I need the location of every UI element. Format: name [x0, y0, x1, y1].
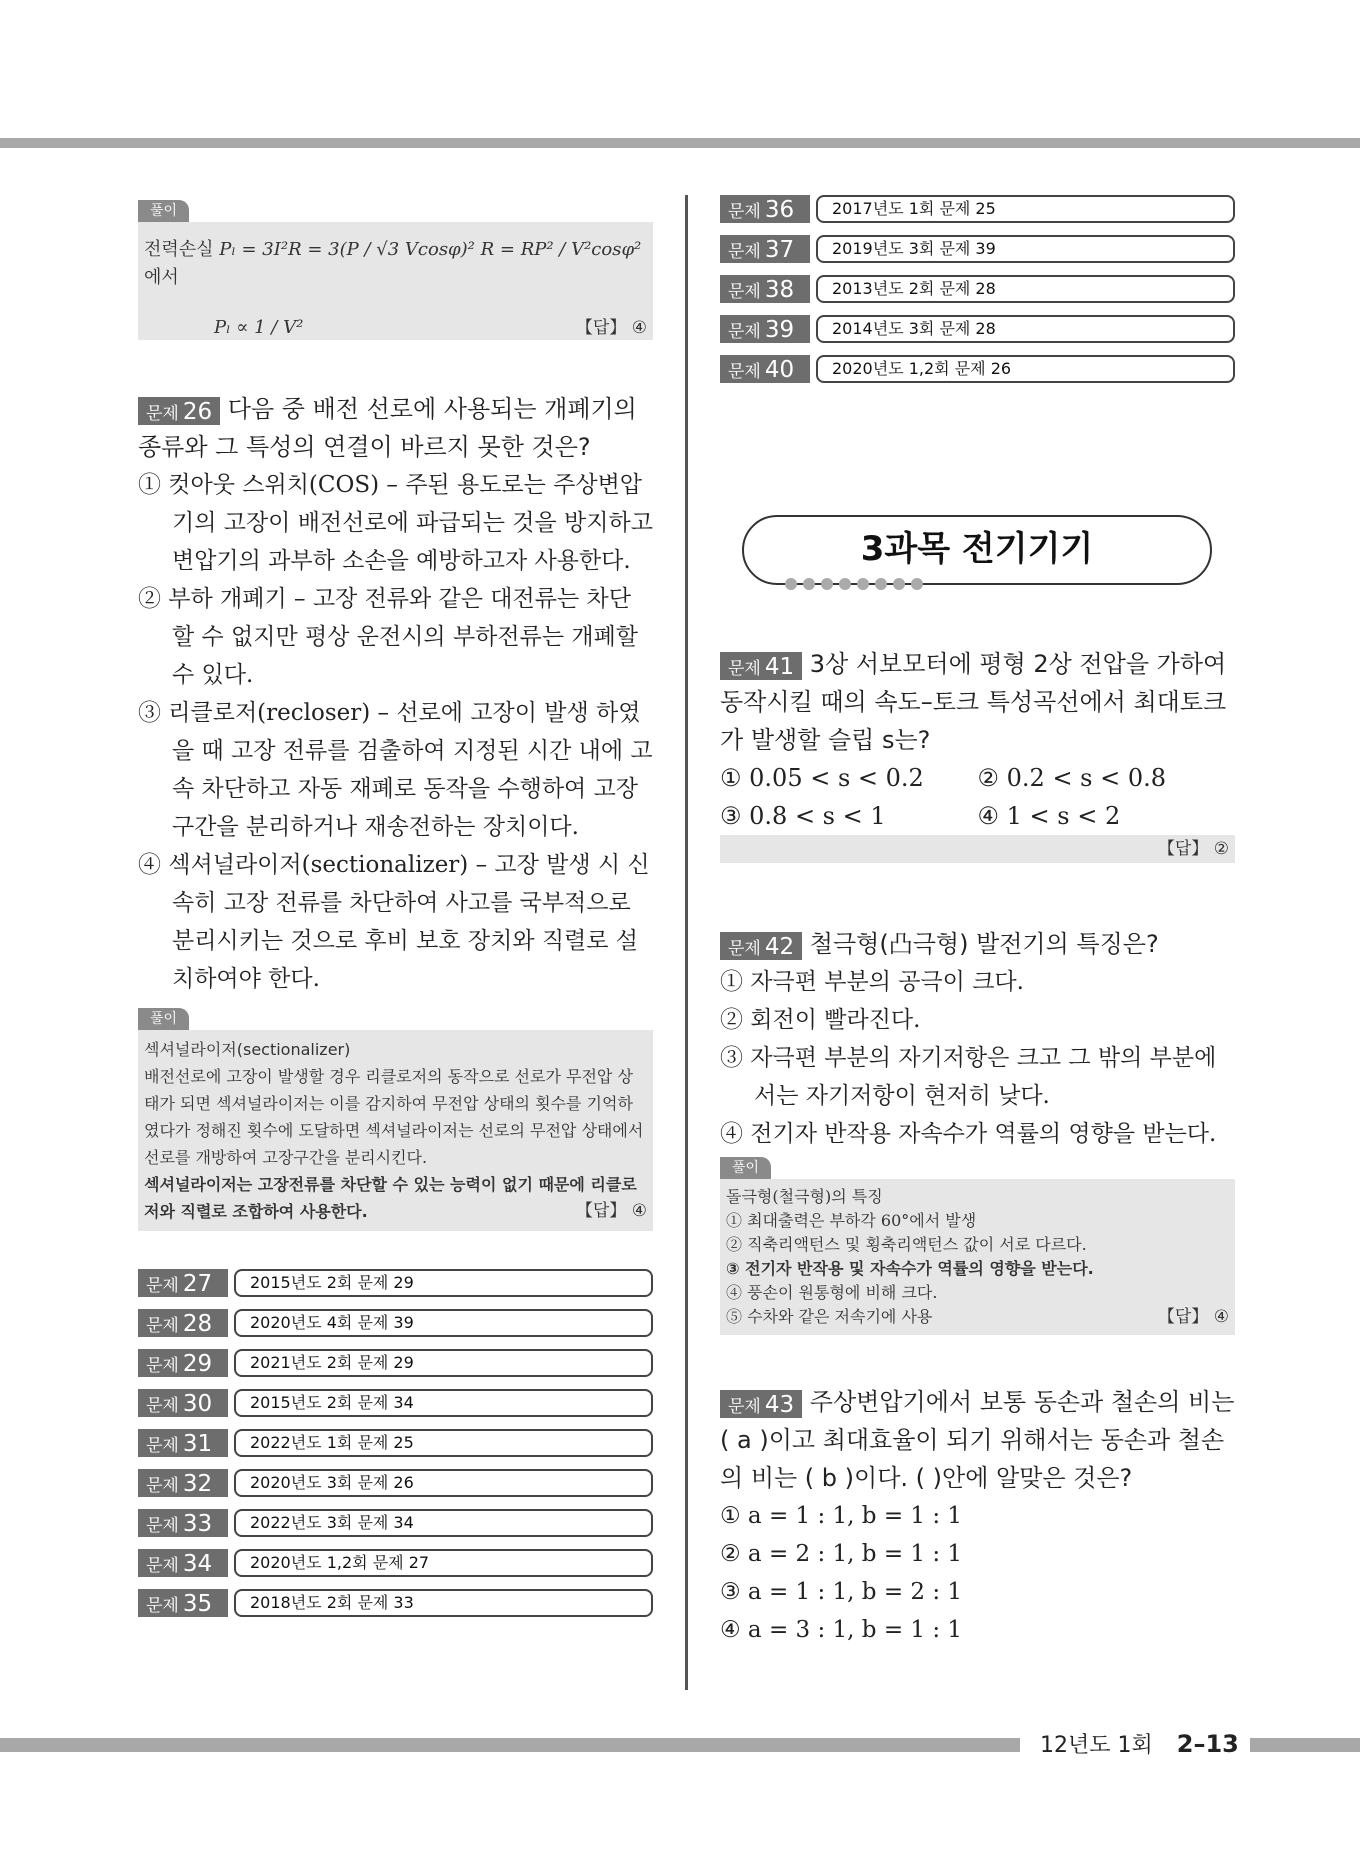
solution-bold: 섹셔널라이저는 고장전류를 차단할 수 있는 능력이 없기 때문에 리클로저와 직렬로 조합하여 사용한다.	[144, 1175, 637, 1221]
question-tag: 문제 41	[720, 652, 802, 680]
reference-text: 2017년도 1회 문제 25	[816, 195, 1235, 223]
solution-line-5: ⑤ 수차와 같은 저속기에 사용	[726, 1307, 933, 1326]
reference-list-right	[720, 195, 1235, 383]
reference-text: 2020년도 1,2회 문제 26	[816, 355, 1235, 383]
solution-body: 배전선로에 고장이 발생할 경우 리클로저의 동작으로 선로가 무전압 상태가 되면 섹셔널라이저는 이를 감지하여 무전압 상태의 횟수를 기억하였다가 정해진 횟수에 도달하면 섹셔널라이저는 선로의 무전압 상태에서 선로를 개방하여 고장구간을 분리시킨다.	[144, 1067, 644, 1167]
question-text: 철극형(凸극형) 발전기의 특징은?	[809, 930, 1159, 958]
reference-text: 2022년도 1회 문제 25	[234, 1429, 653, 1457]
solution-tab: 풀이	[138, 200, 189, 222]
question-tag: 문제 37	[720, 235, 810, 263]
option-2: ② a = 2 : 1, b = 1 : 1	[720, 1541, 963, 1567]
reference-row	[138, 1469, 653, 1497]
question-26	[138, 390, 653, 998]
column-divider	[685, 195, 688, 1690]
reference-row	[138, 1309, 653, 1337]
reference-row	[720, 315, 1235, 343]
reference-text: 2020년도 4회 문제 39	[234, 1309, 653, 1337]
question-text: 3상 서보모터에 평형 2상 전압을 가하여 동작시킬 때의 속도–토크 특성곡선에서 최대토크가 발생할 슬립 s는?	[720, 650, 1227, 754]
reference-text: 2018년도 2회 문제 33	[234, 1589, 653, 1617]
option-1: ① a = 1 : 1, b = 1 : 1	[720, 1503, 963, 1529]
question-tag: 문제 34	[138, 1549, 228, 1577]
solution-title: 섹셔널라이저(sectionalizer)	[144, 1040, 351, 1059]
reference-text: 2013년도 2회 문제 28	[816, 275, 1235, 303]
option-4: ④ 전기자 반작용 자속수가 역률의 영향을 받는다.	[720, 1121, 1217, 1147]
question-tag: 문제 32	[138, 1469, 228, 1497]
footer	[1040, 1728, 1239, 1759]
solution-25: 풀이 전력손실 Pₗ = 3I²R = 3(P / √3 Vcosφ)² R = RP² / V²cosφ² 에서 Pₗ ∝ 1 / V² 【답】 ④	[138, 200, 653, 340]
option-1: ① 자극편 부분의 공극이 크다.	[720, 969, 1024, 995]
section-banner: 3과목 전기기기	[742, 515, 1212, 585]
question-tag: 문제 36	[720, 195, 810, 223]
reference-row	[138, 1429, 653, 1457]
solution-title: 돌극형(철극형)의 특징	[726, 1187, 883, 1206]
question-tag: 문제 39	[720, 315, 810, 343]
right-column	[720, 195, 1235, 395]
answer: 【답】 ④	[575, 1201, 647, 1221]
formula-proportional: Pₗ ∝ 1 / V²	[214, 317, 304, 338]
reference-text: 2020년도 1,2회 문제 27	[234, 1549, 653, 1577]
footer-exam: 12년도 1회	[1040, 1733, 1153, 1758]
reference-text: 2021년도 2회 문제 29	[234, 1349, 653, 1377]
option-3: ③ 리클로저(recloser) – 선로에 고장이 발생 하였을 때 고장 전류를 검출하여 지정된 시간 내에 고속 차단하고 자동 재폐로 동작을 수행하여 고장 구간을 분리하거나 재송전하는 장치이다.	[138, 700, 653, 840]
solution-26	[138, 1008, 653, 1231]
question-tag: 문제 38	[720, 275, 810, 303]
question-text: 주상변압기에서 보통 동손과 철손의 비는 ( a )이고 최대효율이 되기 위해서는 동손과 철손의 비는 ( b )이다. ( )안에 알맞은 것은?	[720, 1388, 1235, 1492]
question-tag: 문제 40	[720, 355, 810, 383]
left-column	[138, 200, 653, 1629]
option-4: ④ 섹셔널라이저(sectionalizer) – 고장 발생 시 신속히 고장 전류를 차단하여 사고를 국부적으로 분리시키는 것으로 후비 보호 장치와 직렬로 설치하여야 한다.	[138, 852, 650, 992]
reference-row	[138, 1269, 653, 1297]
reference-text: 2014년도 3회 문제 28	[816, 315, 1235, 343]
solution-line-2: ② 직축리액턴스 및 횡축리액턴스 값이 서로 다르다.	[726, 1235, 1087, 1254]
reference-row	[720, 195, 1235, 223]
option-3: ③ 0.8 < s < 1	[720, 802, 886, 830]
option-3: ③ 자극편 부분의 자기저항은 크고 그 밖의 부분에서는 자기저항이 현저히 낮다.	[720, 1045, 1217, 1109]
question-tag: 문제 27	[138, 1269, 228, 1297]
reference-text: 2015년도 2회 문제 34	[234, 1389, 653, 1417]
option-2: ② 회전이 빨라진다.	[720, 1007, 921, 1033]
question-42	[720, 925, 1235, 1153]
question-tag: 문제 33	[138, 1509, 228, 1537]
question-43	[720, 1383, 1235, 1649]
answer: 【답】 ④	[575, 318, 647, 338]
reference-row	[138, 1549, 653, 1577]
option-4: ④ 1 < s < 2	[977, 802, 1121, 830]
question-tag: 문제 43	[720, 1390, 802, 1418]
right-column-questions	[720, 645, 1235, 1649]
question-text: 다음 중 배전 선로에 사용되는 개폐기의 종류와 그 특성의 연결이 바르지 못한 것은?	[138, 395, 637, 461]
question-tag: 문제 26	[138, 397, 220, 425]
solution-tab: 풀이	[138, 1008, 189, 1030]
reference-row	[720, 235, 1235, 263]
reference-row	[138, 1389, 653, 1417]
question-tag: 문제 28	[138, 1309, 228, 1337]
reference-row	[138, 1349, 653, 1377]
question-tag: 문제 29	[138, 1349, 228, 1377]
solution-line-4: ④ 풍손이 원통형에 비해 크다.	[726, 1283, 938, 1302]
option-2: ② 부하 개폐기 – 고장 전류와 같은 대전류는 차단할 수 없지만 평상 운전시의 부하전류는 개폐할 수 있다.	[138, 586, 639, 688]
option-1: ① 0.05 < s < 0.2	[720, 764, 924, 792]
page-number: 2–13	[1176, 1730, 1239, 1758]
solution-line-3: ③ 전기자 반작용 및 자속수가 역률의 영향을 받는다.	[726, 1259, 1094, 1278]
question-tag: 문제 31	[138, 1429, 228, 1457]
option-3: ③ a = 1 : 1, b = 2 : 1	[720, 1579, 963, 1605]
option-1: ① 컷아웃 스위치(COS) – 주된 용도로는 주상변압기의 고장이 배전선로에 파급되는 것을 방지하고 변압기의 과부하 소손을 예방하고자 사용한다.	[138, 472, 653, 574]
formula-power-loss: Pₗ = 3I²R = 3(P / √3 Vcosφ)² R = RP² / V²cosφ²	[219, 239, 642, 260]
footer-rule-left	[0, 1738, 1020, 1752]
reference-row	[138, 1589, 653, 1617]
reference-text: 2019년도 3회 문제 39	[816, 235, 1235, 263]
solution-line-1: ① 최대출력은 부하각 60°에서 발생	[726, 1211, 977, 1230]
solution-42	[720, 1157, 1235, 1335]
option-2: ② 0.2 < s < 0.8	[977, 764, 1167, 792]
footer-rule-right	[1250, 1738, 1360, 1752]
reference-list-left	[138, 1269, 653, 1617]
question-tag: 문제 35	[138, 1589, 228, 1617]
answer: 【답】 ②	[1157, 839, 1229, 859]
reference-text: 2020년도 3회 문제 26	[234, 1469, 653, 1497]
reference-text: 2015년도 2회 문제 29	[234, 1269, 653, 1297]
question-tag: 문제 30	[138, 1389, 228, 1417]
question-tag: 문제 42	[720, 932, 802, 960]
question-41	[720, 645, 1235, 863]
reference-text: 2022년도 3회 문제 34	[234, 1509, 653, 1537]
solution-tab: 풀이	[720, 1157, 771, 1179]
reference-row	[720, 275, 1235, 303]
reference-row	[720, 355, 1235, 383]
answer: 【답】 ④	[1157, 1307, 1229, 1327]
banner-dots	[785, 575, 929, 594]
reference-row	[138, 1509, 653, 1537]
top-rule	[0, 138, 1360, 148]
option-4: ④ a = 3 : 1, b = 1 : 1	[720, 1617, 963, 1643]
